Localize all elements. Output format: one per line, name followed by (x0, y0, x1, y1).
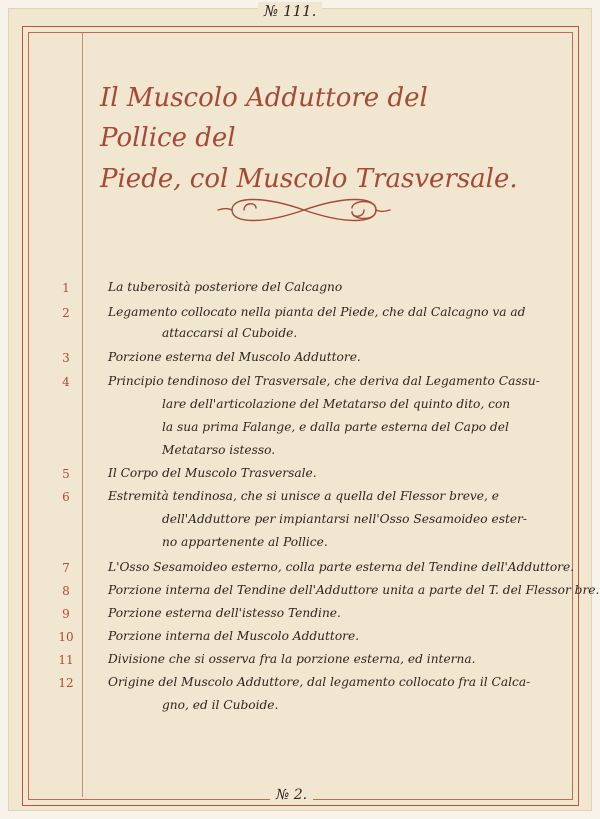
entry-number: 1 (62, 281, 70, 295)
entry-number: 4 (62, 375, 70, 389)
entry-number: 5 (62, 467, 70, 481)
entry-text-line: Porzione interna del Muscolo Adduttore. (108, 629, 360, 643)
bottom-mark: № 2. (270, 787, 313, 803)
entry-text-line: attaccarsi al Cuboide. (162, 326, 298, 340)
title-line-1: Il Muscolo Adduttore del Pollice del (100, 83, 428, 154)
entry-text-line: Il Corpo del Muscolo Trasversale. (108, 466, 317, 480)
entry-text-line: La tuberosità posteriore del Calcagno (108, 280, 343, 294)
entry-text-line: la sua prima Falange, e dalla parte esterna del Capo del (162, 420, 509, 434)
entry-number: 6 (62, 490, 70, 504)
entry-text-line: Principio tendinoso del Trasversale, che deriva dal Legamento Cassu- (108, 374, 540, 388)
entry-number: 8 (62, 584, 70, 598)
entry-text-line: Porzione interna del Tendine dell'Adduttore unita a parte del T. del Flessor bre. (108, 583, 600, 597)
entry-text-line: Estremità tendinosa, che si unisce a quella del Flessor breve, e (108, 489, 499, 503)
entry-text-line: no appartenente al Pollice. (162, 535, 328, 549)
entry-text-line: Origine del Muscolo Adduttore, dal legamento collocato fra il Calca- (108, 675, 531, 689)
entry-number: 10 (58, 630, 74, 644)
entry-number: 12 (58, 676, 74, 690)
entry-number: 7 (62, 561, 70, 575)
entry-number: 2 (62, 306, 70, 320)
entry-text-line: Porzione esterna dell'istesso Tendine. (108, 606, 341, 620)
entry-text-line: dell'Adduttore per impiantarsi nell'Osso Sesamoideo ester- (162, 512, 528, 526)
entry-number: 3 (62, 351, 70, 365)
entry-text-line: lare dell'articolazione del Metatarso del quinto dito, con (162, 397, 511, 411)
entry-text-line: Divisione che si osserva fra la porzione esterna, ed interna. (108, 652, 476, 666)
entry-text-line: Metatarso istesso. (162, 443, 276, 457)
entry-number: 9 (62, 607, 70, 621)
folio-number: № 111. (258, 2, 322, 20)
entry-text-line: Porzione esterna del Muscolo Adduttore. (108, 350, 361, 364)
title-line-2: Piede, col Muscolo Trasversale. (100, 163, 518, 194)
entry-number: 11 (58, 653, 74, 667)
entry-text-line: L'Osso Sesamoideo esterno, colla parte esterna del Tendine dell'Adduttore. (108, 560, 575, 574)
entry-text-line: gno, ed il Cuboide. (162, 698, 279, 712)
entry-text-line: Legamento collocato nella pianta del Piede, che dal Calcagno va ad (108, 305, 526, 319)
